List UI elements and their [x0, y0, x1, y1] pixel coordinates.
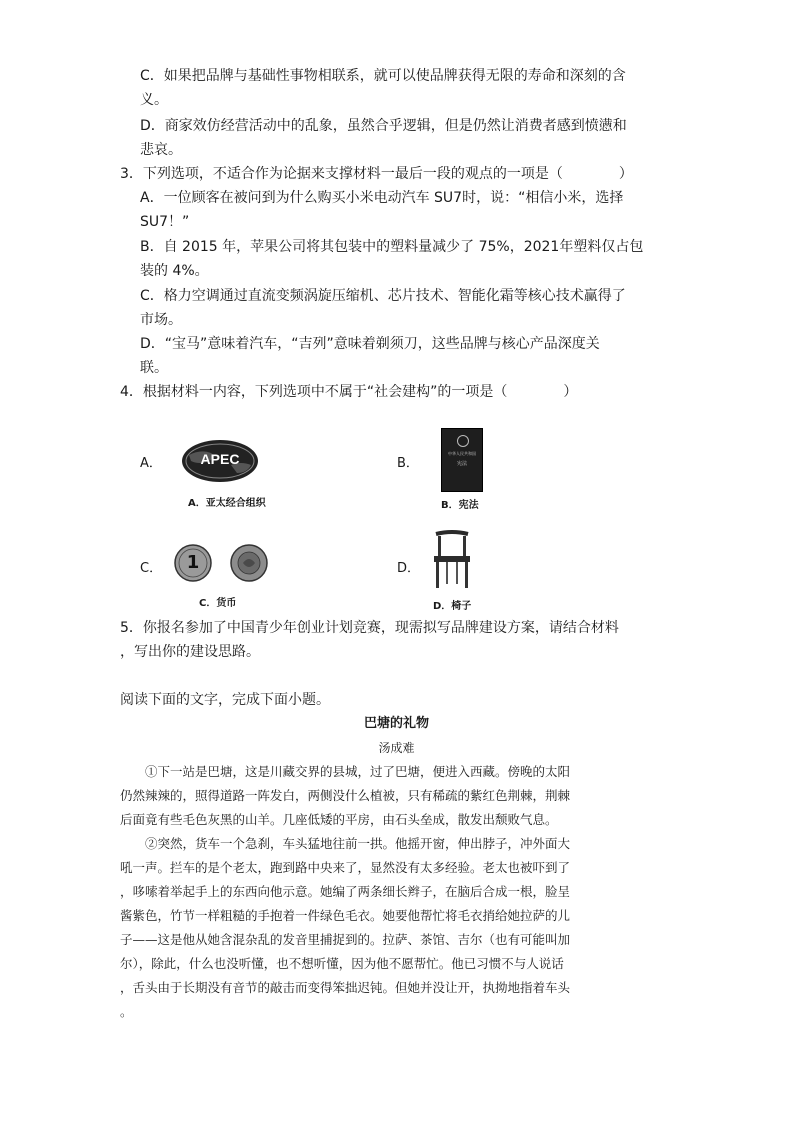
p2-line: ，哆嗦着举起手上的东西向他示意。她编了两条细长辫子，在脑后合成一根，脸呈 — [120, 884, 571, 899]
q3-option-b-line2: 装的 4%。 — [140, 263, 209, 279]
coin-back — [230, 544, 268, 582]
q4-option-c-label[interactable]: C． — [140, 561, 163, 576]
q4-option-b-caption: B．宪法 — [441, 500, 479, 511]
q5-line2: ，写出你的建设思路。 — [120, 644, 260, 660]
q3-option-c-line2: 市场。 — [140, 312, 182, 328]
q3-stem: 3．下列选项，不适合作为论据来支撑材料一最后一段的观点的一项是（ ） — [120, 166, 633, 182]
q5-line1: 5．你报名参加了中国青少年创业计划竞赛，现需拟写品牌建设方案，请结合材料 — [120, 620, 619, 636]
q3-option-a-line2: SU7！” — [140, 214, 190, 230]
q3-option-c-line1: C．格力空调通过直流变频涡旋压缩机、芯片技术、智能化霜等核心技术赢得了 — [140, 288, 626, 304]
p1-line: 后面竟有些毛色灰黑的山羊。几座低矮的平房，由石头垒成，散发出颓败气息。 — [120, 812, 558, 827]
p2-line: 。 — [120, 1004, 133, 1019]
q4-option-b-label[interactable]: B． — [397, 456, 419, 471]
chair-image — [428, 530, 476, 590]
p2-line: ，舌头由于长期没有音节的敲击而变得笨拙迟钝。但她并没让开，执拗地指着车头 — [120, 980, 571, 995]
p2-line: ②突然，货车一个急刹，车头猛地往前一拱。他摇开窗，伸出脖子，冲外面大 — [145, 836, 571, 851]
apec-logo — [181, 439, 259, 483]
q4-option-a-caption: A．亚太经合组织 — [188, 498, 266, 509]
q4-option-d-caption: D．椅子 — [433, 601, 472, 612]
q2-option-c-line2: 义。 — [140, 92, 168, 108]
apec-logo-text: APEC — [200, 451, 240, 467]
book-title-text: 中华人民共和国 — [448, 451, 476, 456]
q3-option-a-line1: A．一位顾客在被问到为什么购买小米电动汽车 SU7时，说：“相信小米，选择 — [140, 190, 624, 206]
passage-author: 汤成难 — [378, 741, 415, 755]
q3-option-d-line1: D．“宝马”意味着汽车，“吉列”意味着剃须刀，这些品牌与核心产品深度关 — [140, 336, 600, 352]
p1-line: 仍然辣辣的，照得道路一阵发白，两侧没什么植被，只有稀疏的紫红色荆棘，荆棘 — [120, 788, 571, 803]
p1-line: ①下一站是巴塘，这是川藏交界的县城，过了巴塘，便进入西藏。傍晚的太阳 — [145, 764, 571, 779]
coin-value-text: 1 — [186, 552, 200, 573]
p2-line: 酱紫色，竹节一样粗糙的手抱着一件绿色毛衣。她要他帮忙将毛衣捎给她拉萨的儿 — [120, 908, 571, 923]
q4-stem: 4．根据材料一内容，下列选项中不属于“社会建构”的一项是（ ） — [120, 384, 578, 400]
p2-line: 子——这是他从她含混杂乱的发音里捕捉到的。拉萨、茶馆、吉尔（也有可能叫加 — [120, 932, 571, 947]
q3-option-b-line1: B．自 2015 年，苹果公司将其包装中的塑料量减少了 75%，2021年塑料仅占包 — [140, 239, 644, 255]
passage-title: 巴塘的礼物 — [363, 716, 429, 731]
q2-option-d-line1: D．商家效仿经营活动中的乱象，虽然合乎逻辑，但是仍然让消费者感到愤懑和 — [140, 118, 627, 134]
q4-option-a-label[interactable]: A． — [140, 456, 162, 471]
p2-line: 尔），除此，什么也没听懂，也不想听懂，因为他不愿帮忙。他已习惯不与人说话 — [120, 956, 564, 971]
book-subtitle-text: 宪法 — [456, 461, 467, 467]
reading-instruction: 阅读下面的文字，完成下面小题。 — [120, 692, 330, 708]
constitution-book — [441, 428, 483, 492]
q2-option-c-line1: C．如果把品牌与基础性事物相联系，就可以使品牌获得无限的寿命和深刻的含 — [140, 68, 626, 84]
q4-option-d-label[interactable]: D． — [397, 561, 421, 576]
q4-option-c-caption: C．货币 — [199, 598, 237, 609]
q3-option-d-line2: 联。 — [140, 360, 168, 376]
p2-line: 吼一声。拦车的是个老太，跑到路中央来了，显然没有太多经验。老太也被吓到了 — [120, 860, 571, 875]
coin-front — [174, 544, 212, 582]
q2-option-d-line2: 悲哀。 — [140, 142, 182, 158]
emblem-icon — [457, 435, 469, 447]
